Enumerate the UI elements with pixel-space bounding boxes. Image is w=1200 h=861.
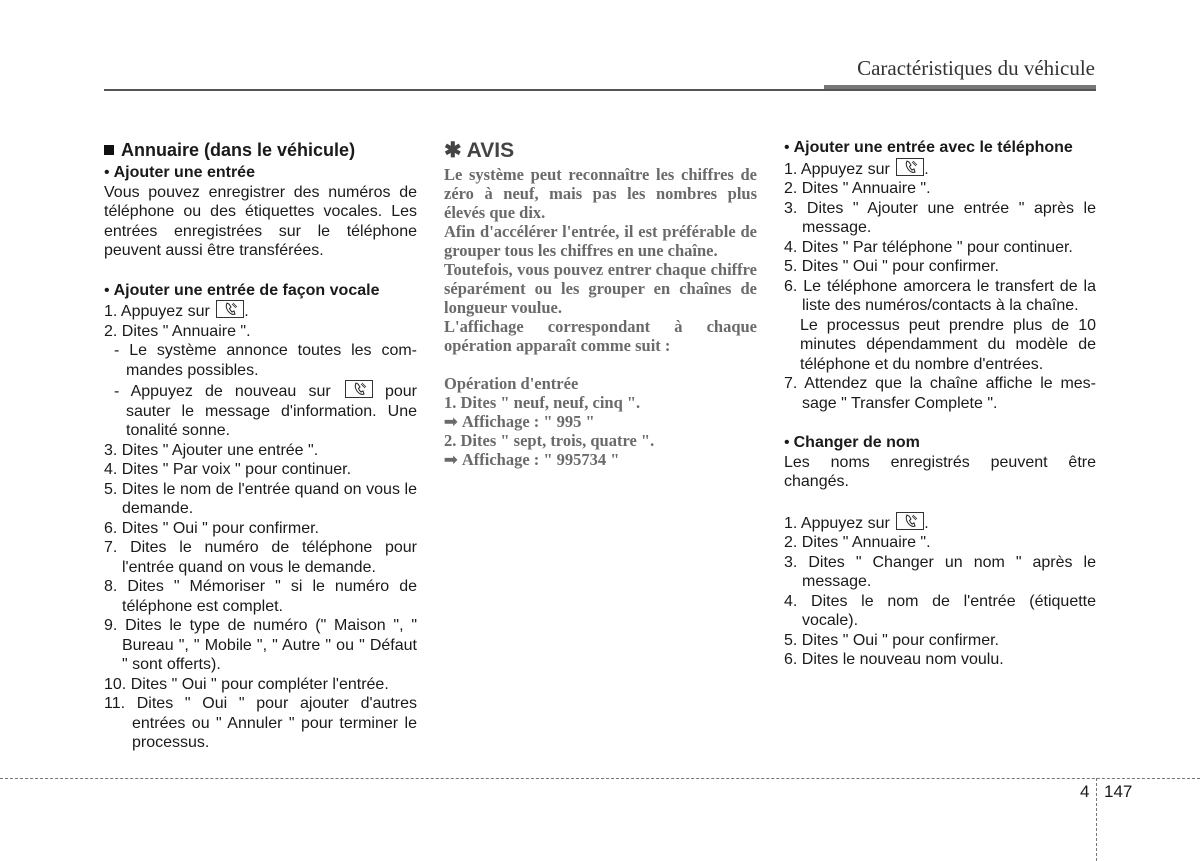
step-7: 7. Dites le numéro de téléphone pour l'entrée quand on vous le demande. [104, 539, 417, 576]
display-text: Affichage : " 995 " [461, 412, 595, 431]
step-9: 9. Dites le type de numéro (" Maison ", " Bureau ", " Mobile ", " Autre " ou " Défaut " sont offerts). [104, 617, 417, 673]
step-2: 2. Dites " Annuaire ". [784, 180, 931, 197]
step-2: 2. Dites " Annuaire ". [784, 534, 931, 551]
subsection-title: Ajouter une entrée de façon vocale [113, 281, 380, 299]
subsection-add-entry: • Ajouter une entrée [104, 164, 255, 181]
footer-divider [0, 778, 1200, 779]
operation-step: 1. Dites " neuf, neuf, cinq ". [444, 393, 641, 412]
step-10: 10. Dites " Oui " pour compléter l'entrée. [104, 675, 389, 693]
step-text: 1. Appuyez sur [104, 303, 210, 320]
subsection-title: Ajouter une entrée avec le téléphone [793, 139, 1073, 156]
notice-paragraph: Afin d'accélérer l'entrée, il est préférable de grouper tous les chiffres en une chaîne. [444, 222, 757, 260]
square-bullet-icon [104, 145, 114, 155]
section-title-text: Annuaire (dans le véhicule) [121, 140, 356, 160]
page-header-title: Caractéristiques du véhicule [857, 56, 1095, 80]
step-3: 3. Dites " Ajouter une entrée ". [104, 441, 319, 459]
subsection-rename: • Changer de nom [784, 434, 920, 451]
step-5: 5. Dites le nom de l'entrée quand on vous le demande. [104, 480, 417, 517]
step-6: 6. Dites " Oui " pour confirmer. [104, 519, 319, 537]
phone-button-icon [896, 158, 924, 176]
dash-item [104, 380, 417, 441]
subsection-title: Changer de nom [793, 434, 920, 451]
page-number: 147 [1104, 782, 1133, 801]
paragraph: Vous pouvez enregistrer des numéros de téléphone ou des étiquettes vocales. Les entrées enregistrées sur le téléphone peuvent aussi être transférées. [104, 183, 417, 259]
step-1: 1. Appuyez sur . [784, 158, 1096, 180]
step-1: 1. Appuyez sur . [104, 300, 417, 322]
column-middle [444, 138, 757, 469]
notice-paragraph: Toutefois, vous pouvez entrer chaque chiffre séparément ou les grouper en chaînes de longueur voulue. [444, 260, 757, 317]
column-left [104, 138, 417, 753]
operation-display [444, 412, 757, 431]
step-4: 4. Dites le nom de l'entrée (étiquette vocale). [784, 592, 1096, 629]
step-1: 1. Appuyez sur . [784, 512, 1096, 534]
step-2: 2. Dites " Annuaire ". [104, 322, 251, 340]
step-11: 11. Dites " Oui " pour ajouter d'autres entrées ou " Annuler " pour terminer le processus. [104, 695, 417, 751]
subsection-title: Ajouter une entrée [113, 164, 255, 181]
footer-vertical-divider [1096, 778, 1097, 861]
arrow-icon: ➟ [444, 450, 458, 469]
step-3: 3. Dites " Ajouter une entrée " après le message. [784, 199, 1096, 236]
operation-title: Opération d'entrée [444, 374, 579, 393]
operation-display [444, 450, 757, 469]
step-6: 6. Dites le nouveau nom voulu. [784, 651, 1004, 668]
notice-body [444, 165, 757, 469]
step-4: 4. Dites " Par téléphone " pour continuer. [784, 238, 1073, 256]
step-7: 7. Attendez que la chaîne affiche le mes- sage " Transfer Complete ". [784, 375, 1096, 412]
step-text: 1. Appuyez sur [784, 514, 890, 532]
notice-title-text: AVIS [466, 139, 515, 162]
phone-button-icon [216, 300, 244, 318]
column-right [784, 138, 1096, 670]
step-5: 5. Dites " Oui " pour confirmer. [784, 258, 999, 275]
step-4: 4. Dites " Par voix " pour continuer. [104, 461, 352, 478]
paragraph: Les noms enregistrés peuvent être changés. [784, 453, 1096, 490]
dash-text: - Appuyez de nouveau sur [114, 383, 331, 400]
step-6-note: Le processus peut prendre plus de 10 minutes dépendamment du modèle de téléphone et du nombre d'entrées. [800, 316, 1096, 373]
notice-title [444, 138, 757, 164]
step-6: 6. Le téléphone amorcera le transfert de la liste des numéros/contacts à la chaîne. [784, 277, 1096, 314]
subsection-phone: • Ajouter une entrée avec le téléphone [784, 139, 1073, 156]
chapter-number: 4 [1080, 782, 1090, 801]
subsection-voice: • Ajouter une entrée de façon vocale [104, 281, 380, 299]
operation-step: 2. Dites " sept, trois, quatre ". [444, 431, 655, 450]
arrow-icon: ➟ [444, 412, 458, 431]
notice-paragraph: Le système peut reconnaître les chiffres de zéro à neuf, mais pas les nombres plus élevés que dix. [444, 165, 757, 222]
step-8: 8. Dites " Mémoriser " si le numéro de téléphone est complet. [104, 578, 417, 615]
phone-button-icon [345, 380, 373, 398]
header-rule [104, 89, 1096, 91]
dash-text: pour sauter le message d'information. Une tonalité sonne. [126, 383, 417, 439]
step-5: 5. Dites " Oui " pour confirmer. [784, 631, 999, 649]
notice-paragraph: L'affichage correspondant à chaque opération apparaît comme suit : [444, 317, 757, 355]
section-title [104, 138, 417, 162]
dash-item: - Le système annonce toutes les com- mandes possibles. [114, 342, 417, 379]
step-text: 1. Appuyez sur [784, 160, 890, 178]
step-3: 3. Dites " Changer un nom " après le message. [784, 553, 1096, 590]
display-text: Affichage : " 995734 " [461, 450, 620, 469]
phone-button-icon [896, 512, 924, 530]
asterisk-icon: ✱ [444, 139, 462, 162]
